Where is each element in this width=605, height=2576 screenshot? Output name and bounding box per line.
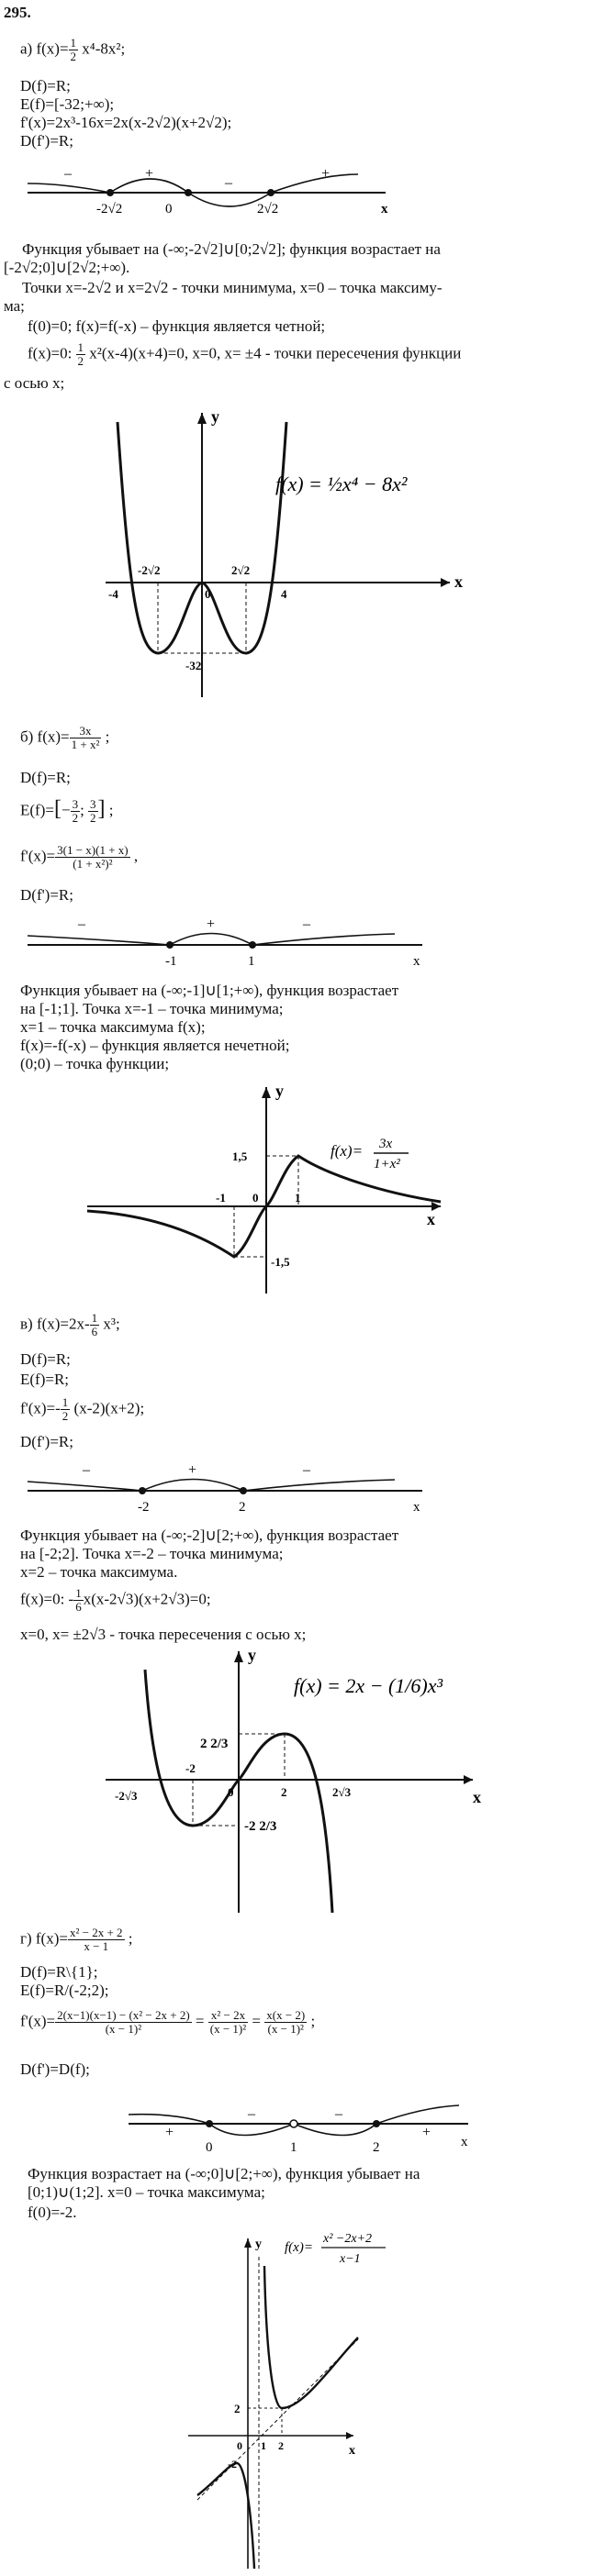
c-text-5: x=0, x= ±2√3 - точка пересечения с осью x; bbox=[20, 1626, 307, 1643]
d-graph-x: x bbox=[349, 2444, 355, 2458]
b-text-2: на [-1;1]. Точка x=-1 – точка минимума; bbox=[20, 1000, 284, 1017]
a-tick-5: 4 bbox=[281, 587, 287, 601]
b-range: E(f)=[− $\frac{3}{2}$ ; $\frac{3}{2}$ ] ; bbox=[20, 796, 114, 825]
c-point-2: 2 bbox=[239, 1500, 246, 1515]
c-sign-2: + bbox=[188, 1462, 197, 1478]
d-tick-3: 1 bbox=[261, 2439, 266, 2452]
c-derivative-domain: D(f')=R; bbox=[20, 1433, 73, 1450]
b-graph-x: x bbox=[427, 1210, 435, 1228]
c-function: в) f(x)=2x- $\frac{1}{6}$ x³; bbox=[20, 1311, 120, 1338]
d-sign-2: – bbox=[248, 2106, 255, 2122]
d-derivative: f'(x)= $\frac{\text{2(x−1)(x−1) − (x² − 2x + 2)}}{\text{(x − 1)²}}$ = $\frac{\text{x² − 2x}}{\text{(x − 1)²}}$ = $\frac{x(x - 2)}{\text{(x − 1)²}}$ ; bbox=[20, 2008, 316, 2036]
c-tick-7: -2 2/3 bbox=[244, 1819, 277, 1834]
b-formula-pre: f(x)= bbox=[331, 1142, 364, 1160]
d-text-3: f(0)=-2. bbox=[28, 2204, 77, 2221]
a-sign-1: – bbox=[64, 166, 72, 182]
c-tick-5: 2 bbox=[281, 1785, 287, 1799]
problem-number: 295. bbox=[4, 4, 31, 21]
c-text-4: f(x)=0: - $\frac{1}{6}$ x(x-2√3)(x+2√3)=0; bbox=[20, 1586, 211, 1614]
c-sign-1: – bbox=[83, 1462, 90, 1478]
d-formula-num: x² −2x+2 bbox=[323, 2232, 373, 2246]
b-derivative: f'(x)= $\frac{3(1 - x)(1 + x)}{\text{(1 + x²)²}}$ , bbox=[20, 843, 139, 871]
c-text-3: x=2 – точка максимума. bbox=[20, 1563, 178, 1581]
a-text-4: ма; bbox=[4, 297, 25, 315]
a-axis-label: x bbox=[381, 202, 388, 217]
d-domain: D(f)=R\{1}; bbox=[20, 1963, 98, 1981]
c-graph-formula: f(x) = 2x − (1/6)x³ bbox=[294, 1674, 443, 1697]
d-point-3: 2 bbox=[373, 2140, 380, 2155]
b-formula-num: 3x bbox=[379, 1137, 393, 1151]
b-graph-y: y bbox=[275, 1082, 284, 1100]
c-tick-3: -2√3 bbox=[115, 1789, 138, 1803]
d-tick-5: -2 bbox=[228, 2458, 237, 2471]
a-text-7: с осью x; bbox=[4, 374, 65, 392]
a-tick-4: 2√2 bbox=[231, 563, 251, 577]
b-text-3: x=1 – точка максимума f(x); bbox=[20, 1018, 206, 1036]
d-text-2: [0;1)∪(1;2]. x=0 – точка максимума; bbox=[28, 2183, 265, 2201]
d-sign-chart bbox=[129, 2087, 496, 2160]
c-domain: D(f)=R; bbox=[20, 1350, 71, 1368]
b-domain: D(f)=R; bbox=[20, 769, 71, 786]
c-text-1: Функция убывает на (-∞;-2]∪[2;+∞), функция возрастает bbox=[20, 1527, 399, 1544]
a-tick-3: 0 bbox=[205, 587, 211, 601]
a-graph-y: y bbox=[211, 407, 219, 426]
a-text-6: f(x)=0: $\frac{1}{2}$ x²(x-4)(x+4)=0, x=0, x= ±4 - точки пересечения функции bbox=[28, 340, 462, 368]
a-function: а) f(x)= $\frac{1}{2}$ x⁴-8x²; bbox=[20, 36, 126, 63]
d-text-1: Функция возрастает на (-∞;0]∪[2;+∞), функция убывает на bbox=[28, 2165, 420, 2182]
b-sign-2: + bbox=[207, 916, 216, 932]
d-function: г) f(x)= $\frac{\text{x² − 2x + 2}}{x - 1}$ ; bbox=[20, 1926, 133, 1953]
c-text-2: на [-2;2]. Точка x=-2 – точка минимума; bbox=[20, 1545, 284, 1562]
c-point-1: -2 bbox=[138, 1500, 150, 1515]
b-derivative-domain: D(f')=R; bbox=[20, 886, 73, 904]
b-axis-label: x bbox=[413, 954, 420, 969]
b-tick-2: -1 bbox=[216, 1191, 226, 1205]
a-graph bbox=[101, 404, 468, 706]
d-derivative-domain: D(f')=D(f); bbox=[20, 2060, 90, 2078]
d-formula-den: x−1 bbox=[340, 2252, 361, 2266]
a-sign-chart bbox=[28, 156, 413, 220]
d-graph-y: y bbox=[255, 2237, 262, 2251]
b-text-1: Функция убывает на (-∞;-1]∪[1;+∞), функция возрастает bbox=[20, 982, 399, 999]
a-point-3: 2√2 bbox=[257, 202, 279, 217]
d-point-1: 0 bbox=[206, 2140, 213, 2155]
b-text-4: f(x)=-f(-x) – функция является нечетной; bbox=[20, 1037, 290, 1054]
a-derivative-domain: D(f')=R; bbox=[20, 132, 73, 150]
b-point-2: 1 bbox=[248, 954, 255, 969]
b-tick-5: -1,5 bbox=[271, 1255, 290, 1269]
b-tick-3: 0 bbox=[252, 1191, 259, 1205]
a-tick-6: -32 bbox=[185, 659, 202, 672]
c-range: E(f)=R; bbox=[20, 1371, 70, 1388]
b-text-5: (0;0) – точка функции; bbox=[20, 1055, 170, 1072]
c-axis-label: x bbox=[413, 1500, 420, 1515]
a-sign-4: + bbox=[321, 166, 331, 182]
c-tick-4: 0 bbox=[228, 1785, 234, 1799]
a-text-5: f(0)=0; f(x)=f(-x) – функция является четной; bbox=[28, 317, 326, 335]
c-sign-3: – bbox=[303, 1462, 310, 1478]
a-text-2: [-2√2;0]∪[2√2;+∞). bbox=[4, 259, 130, 276]
b-tick-1: 1,5 bbox=[232, 1149, 248, 1163]
b-sign-1: – bbox=[78, 916, 85, 932]
d-axis-label: x bbox=[461, 2135, 468, 2149]
b-sign-chart bbox=[28, 908, 450, 972]
a-sign-3: – bbox=[225, 175, 232, 191]
a-domain: D(f)=R; bbox=[20, 77, 71, 94]
d-tick-2: 0 bbox=[237, 2439, 242, 2452]
a-text-1: Функция убывает на (-∞;-2√2]∪[0;2√2]; функция возрастает на bbox=[22, 240, 441, 258]
b-sign-3: – bbox=[303, 916, 310, 932]
d-point-2: 1 bbox=[290, 2140, 297, 2155]
a-graph-x: x bbox=[454, 572, 463, 591]
c-graph-y: y bbox=[248, 1646, 256, 1664]
c-graph bbox=[101, 1642, 487, 1917]
d-sign-4: + bbox=[422, 2125, 431, 2140]
c-graph-x: x bbox=[473, 1788, 481, 1806]
c-tick-2: -2 bbox=[185, 1761, 196, 1775]
d-sign-1: + bbox=[165, 2125, 174, 2140]
a-tick-2: -2√2 bbox=[138, 563, 161, 577]
a-derivative: f'(x)=2x³-16x=2x(x-2√2)(x+2√2); bbox=[20, 114, 232, 131]
c-tick-6: 2√3 bbox=[332, 1785, 352, 1799]
b-formula-den: 1+x² bbox=[374, 1157, 400, 1171]
d-sign-3: – bbox=[335, 2106, 342, 2122]
a-tick-1: -4 bbox=[108, 587, 118, 601]
d-tick-4: 2 bbox=[278, 2439, 284, 2452]
c-tick-1: 2 2/3 bbox=[200, 1737, 229, 1751]
a-sign-2: + bbox=[145, 166, 154, 182]
b-function: б) f(x)= $\frac{3x}{\text{1 + x²}}$ ; bbox=[20, 724, 110, 751]
b-graph bbox=[87, 1078, 454, 1298]
d-graph bbox=[184, 2220, 459, 2573]
c-sign-chart bbox=[28, 1454, 450, 1518]
b-point-1: -1 bbox=[165, 954, 177, 969]
d-range: E(f)=R/(-2;2); bbox=[20, 1982, 109, 1999]
b-tick-4: 1 bbox=[295, 1191, 301, 1205]
a-text-3: Точки x=-2√2 и x=2√2 - точки минимума, x=0 – точка максиму- bbox=[22, 279, 443, 296]
c-derivative: f'(x)=- $\frac{1}{2}$ (x-2)(x+2); bbox=[20, 1395, 145, 1423]
d-formula-pre: f(x)= bbox=[285, 2240, 313, 2255]
a-point-2: 0 bbox=[165, 202, 173, 217]
a-range: E(f)=[-32;+∞); bbox=[20, 95, 115, 113]
a-graph-formula: f(x) = ½x⁴ − 8x² bbox=[275, 472, 408, 495]
d-tick-1: 2 bbox=[234, 2402, 241, 2415]
a-point-1: -2√2 bbox=[96, 202, 123, 217]
